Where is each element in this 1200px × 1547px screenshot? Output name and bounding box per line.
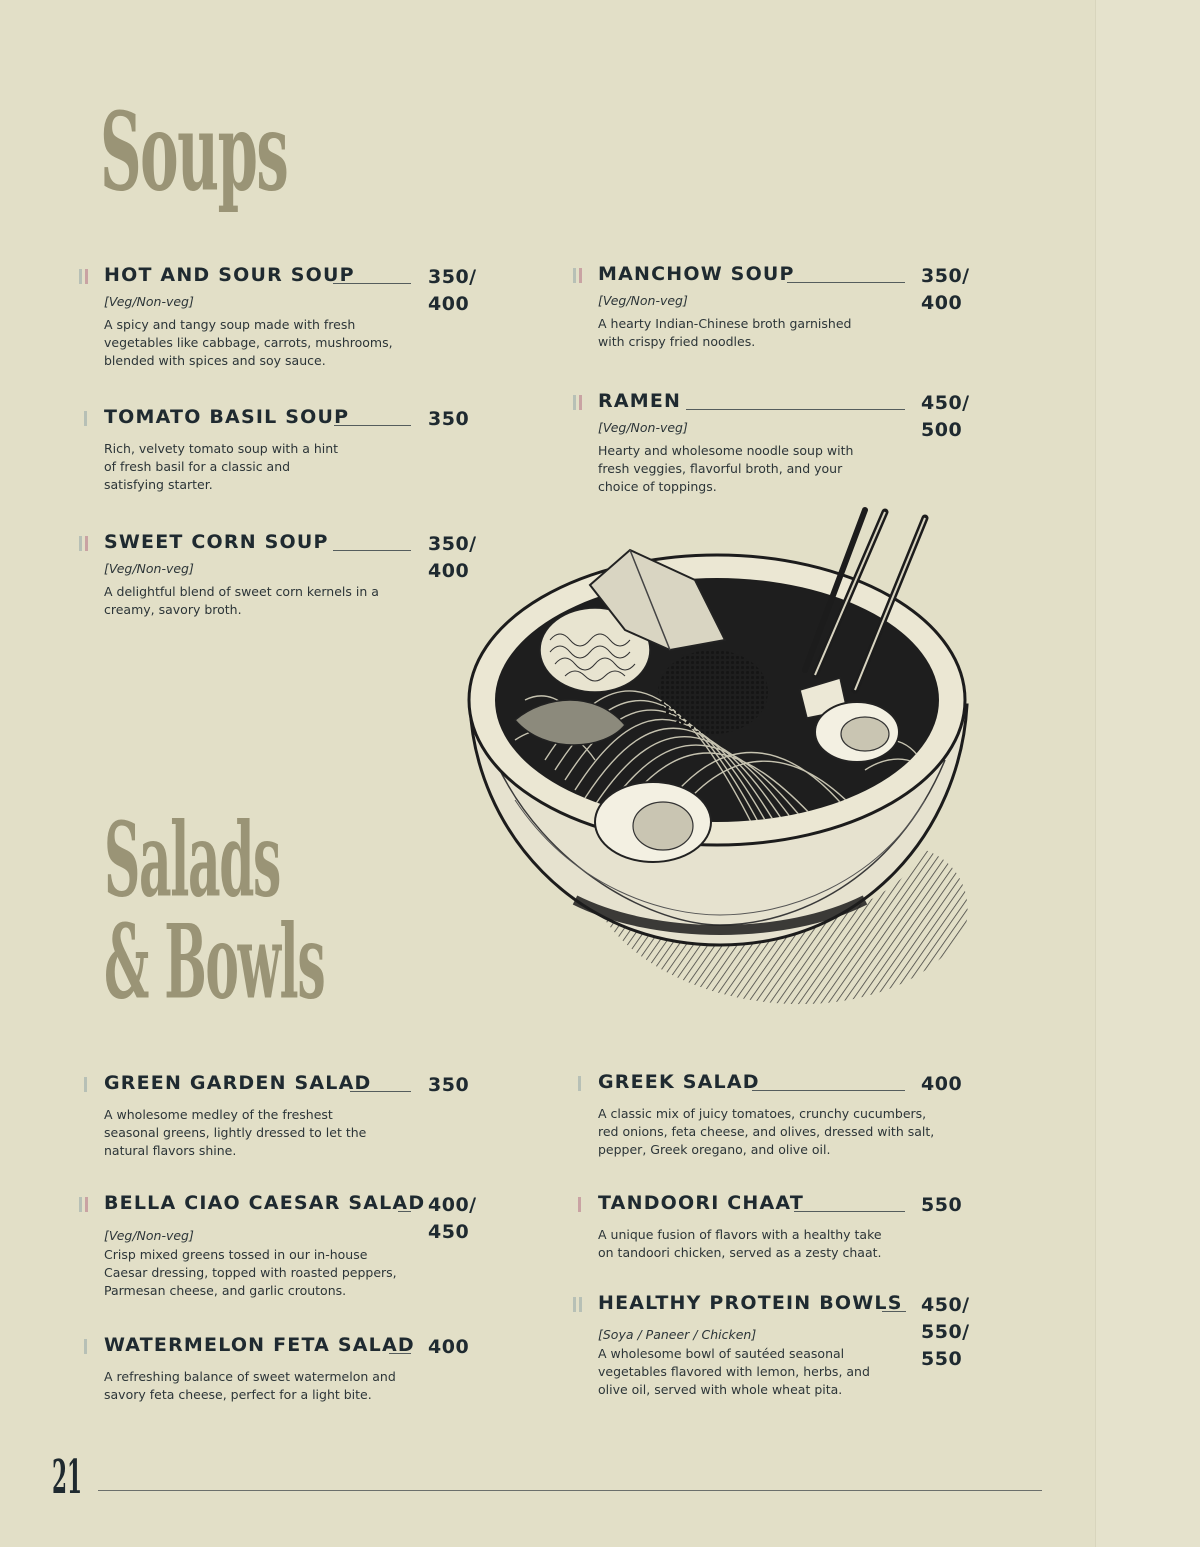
leader-line xyxy=(389,1353,411,1354)
footer-rule xyxy=(98,1490,1042,1491)
item-price: 350/ 400 xyxy=(428,533,477,582)
item-name: HEALTHY PROTEIN BOWLS xyxy=(598,1292,903,1314)
item-marker xyxy=(573,1297,587,1312)
item-tag: [Veg/Non-veg] xyxy=(598,420,688,435)
item-tag: [Soya / Paneer / Chicken] xyxy=(598,1327,757,1342)
salads-heading xyxy=(104,801,325,1023)
leader-line xyxy=(882,1311,906,1312)
item-price: 450/ 550/ 550 xyxy=(921,1294,970,1370)
item-description: A wholesome medley of the freshest seasonal greens, lightly dressed to let the natural flavors shine. xyxy=(104,1107,367,1158)
item-marker xyxy=(79,269,93,284)
item-marker xyxy=(79,1197,93,1212)
menu-item-green-garden-salad xyxy=(104,1072,484,1162)
item-tag: [Veg/Non-veg] xyxy=(104,1228,194,1243)
menu-item-manchow-soup xyxy=(598,263,978,353)
item-description: A refreshing balance of sweet watermelon and savory feta cheese, perfect for a light bite. xyxy=(104,1369,396,1402)
item-marker xyxy=(79,536,93,551)
leader-line xyxy=(752,1090,905,1091)
item-tag: [Veg/Non-veg] xyxy=(104,561,194,576)
item-description: A wholesome bowl of sautéed seasonal vegetables flavored with lemon, herbs, and olive oil, served with whole wheat pita. xyxy=(598,1346,870,1397)
item-price: 350 xyxy=(428,408,470,430)
item-description: Hearty and wholesome noodle soup with fresh veggies, flavorful broth, and your choice of toppings. xyxy=(598,443,854,494)
salads-heading-line2: & Bowls xyxy=(104,903,325,1023)
item-marker xyxy=(573,395,587,410)
item-marker xyxy=(79,1339,93,1354)
item-price: 350/ 400 xyxy=(921,265,970,314)
item-marker xyxy=(573,268,587,283)
item-tag: [Veg/Non-veg] xyxy=(104,294,194,309)
item-tag: [Veg/Non-veg] xyxy=(598,293,688,308)
leader-line xyxy=(398,1211,411,1212)
leader-line xyxy=(350,1091,411,1092)
leader-line xyxy=(794,1211,905,1212)
menu-item-hot-and-sour-soup xyxy=(104,264,484,374)
item-name: HOT AND SOUR SOUP xyxy=(104,264,355,286)
leader-line xyxy=(334,425,411,426)
item-marker xyxy=(573,1197,587,1212)
item-marker xyxy=(79,1077,93,1092)
page-edge xyxy=(1095,0,1200,1547)
item-name: MANCHOW SOUP xyxy=(598,263,795,285)
item-description: A classic mix of juicy tomatoes, crunchy cucumbers, red onions, feta cheese, and olives, dressed with salt, pepper, Greek oregano, and olive oil. xyxy=(598,1106,935,1157)
item-name: SWEET CORN SOUP xyxy=(104,531,329,553)
item-name: WATERMELON FETA SALAD xyxy=(104,1334,415,1356)
item-name: GREEK SALAD xyxy=(598,1071,760,1093)
soups-heading: Soups xyxy=(100,88,288,215)
item-price: 400 xyxy=(921,1073,963,1095)
menu-item-sweet-corn-soup xyxy=(104,531,484,621)
menu-item-tandoori-chaat xyxy=(598,1192,978,1272)
item-price: 550 xyxy=(921,1194,963,1216)
item-price: 450/ 500 xyxy=(921,392,970,441)
item-description: A delightful blend of sweet corn kernels in a creamy, savory broth. xyxy=(104,584,379,617)
item-marker xyxy=(79,411,93,426)
item-name: TOMATO BASIL SOUP xyxy=(104,406,350,428)
menu-item-healthy-protein-bowls xyxy=(598,1292,978,1402)
leader-line xyxy=(333,283,411,284)
item-description: A hearty Indian-Chinese broth garnished with crispy fried noodles. xyxy=(598,316,852,349)
item-description: Rich, velvety tomato soup with a hint of fresh basil for a classic and satisfying starter. xyxy=(104,441,339,492)
item-name: BELLA CIAO CAESAR SALAD xyxy=(104,1192,426,1214)
item-price: 350 xyxy=(428,1074,470,1096)
item-marker xyxy=(573,1076,587,1091)
menu-item-bella-ciao-caesar-salad xyxy=(104,1192,484,1302)
item-price: 400/ 450 xyxy=(428,1194,477,1243)
menu-item-ramen xyxy=(598,390,978,500)
salads-heading-line1: Salads xyxy=(104,801,281,921)
leader-line xyxy=(686,409,905,410)
item-description: Crisp mixed greens tossed in our in-house Caesar dressing, topped with roasted peppers, Parmesan cheese, and garlic croutons. xyxy=(104,1247,397,1298)
menu-item-watermelon-feta-salad xyxy=(104,1334,484,1414)
menu-item-greek-salad xyxy=(598,1071,978,1161)
item-price: 400 xyxy=(428,1336,470,1358)
ramen-bowl-illustration xyxy=(455,500,975,1040)
item-price: 350/ 400 xyxy=(428,266,477,315)
item-name: RAMEN xyxy=(598,390,682,412)
menu-item-tomato-basil-soup xyxy=(104,406,484,496)
item-description: A unique fusion of flavors with a healthy take on tandoori chicken, served as a zesty chaat. xyxy=(598,1227,882,1260)
page-number: 21 xyxy=(52,1450,83,1505)
item-description: A spicy and tangy soup made with fresh vegetables like cabbage, carrots, mushrooms, blended with spices and soy sauce. xyxy=(104,317,393,368)
leader-line xyxy=(787,282,905,283)
item-name: GREEN GARDEN SALAD xyxy=(104,1072,372,1094)
leader-line xyxy=(333,550,411,551)
item-name: TANDOORI CHAAT xyxy=(598,1192,805,1214)
